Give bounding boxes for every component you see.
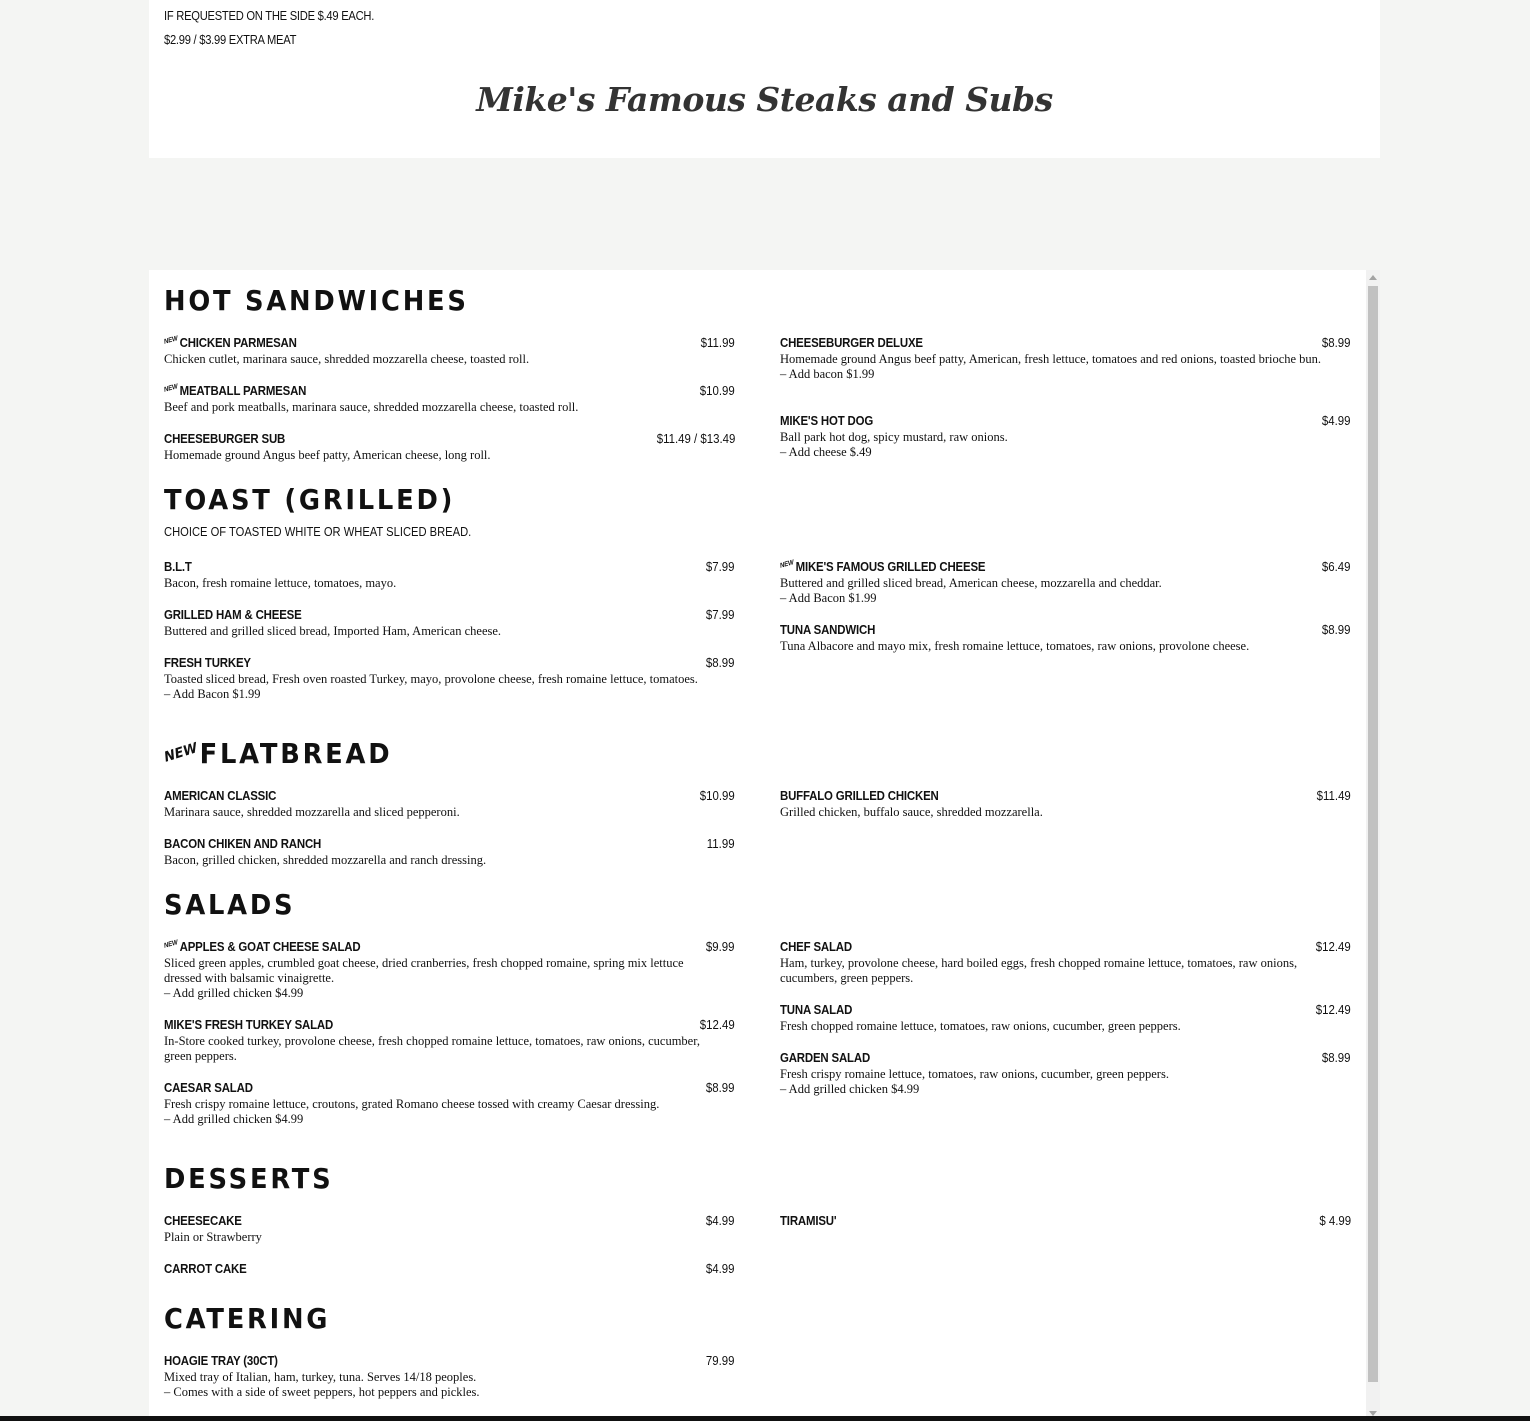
item-addon: – Add cheese $.49 xyxy=(780,445,872,459)
section-title-salads: SALADS xyxy=(164,888,296,921)
item-description: Sliced green apples, crumbled goat cheese, dried cranberries, fresh chopped romaine, spring mix lettuce dressed with balsamic vinaigrette. xyxy=(164,956,684,985)
item-addon: – Add grilled chicken $4.99 xyxy=(780,1082,920,1096)
item-price: $11.49 xyxy=(1316,788,1351,803)
menu-item-tiramisu xyxy=(780,1213,1351,1230)
item-description: Homemade ground Angus beef patty, American, fresh lettuce, tomatoes and red onions, toasted brioche bun. xyxy=(780,352,1322,366)
item-price: $4.99 xyxy=(706,1261,735,1276)
item-addon: – Add Bacon $1.99 xyxy=(164,687,261,701)
item-price: $8.99 xyxy=(1322,335,1351,350)
item-description: Homemade ground Angus beef patty, American cheese, long roll. xyxy=(164,448,491,462)
item-name: CHEESEBURGER SUB xyxy=(164,431,286,446)
item-description: Toasted sliced bread, Fresh oven roasted Turkey, mayo, provolone cheese, fresh romaine lettuce, tomatoes. xyxy=(164,672,698,686)
new-badge-icon: NEW xyxy=(779,559,795,570)
item-price: $12.49 xyxy=(1316,939,1351,954)
item-price: $7.99 xyxy=(706,607,735,622)
item-description: Buttered and grilled sliced bread, Imported Ham, American cheese. xyxy=(164,624,502,638)
scroll-thumb[interactable] xyxy=(1368,286,1378,1382)
new-badge-icon: NEW xyxy=(162,740,200,766)
side-note: IF REQUESTED ON THE SIDE $.49 EACH. xyxy=(164,8,375,23)
item-name: BACON CHIKEN AND RANCH xyxy=(164,836,322,851)
item-price: $8.99 xyxy=(706,655,735,670)
item-addon: – Add grilled chicken $4.99 xyxy=(164,986,304,1000)
menu-item-mikes-hot-dog xyxy=(780,413,1351,460)
item-name: MIKE'S FRESH TURKEY SALAD xyxy=(164,1017,334,1032)
new-badge-icon: NEW xyxy=(163,383,179,394)
item-name: CHEESEBURGER DELUXE xyxy=(780,335,923,350)
item-description: Tuna Albacore and mayo mix, fresh romaine lettuce, tomatoes, raw onions, provolone cheese. xyxy=(780,639,1250,653)
menu-item-cheesecake xyxy=(164,1213,735,1245)
section-title-hot-sandwiches: HOT SANDWICHES xyxy=(164,284,469,317)
item-name: TIRAMISU' xyxy=(780,1213,837,1228)
item-price: $8.99 xyxy=(1322,622,1351,637)
item-price: $ 4.99 xyxy=(1319,1213,1351,1228)
item-description: Marinara sauce, shredded mozzarella and sliced pepperoni. xyxy=(164,805,460,819)
item-name: NEWMIKE'S FAMOUS GRILLED CHEESE xyxy=(779,559,986,574)
item-name: CHEF SALAD xyxy=(780,939,852,954)
item-description: Bacon, fresh romaine lettuce, tomatoes, mayo. xyxy=(164,576,397,590)
new-badge-icon: NEW xyxy=(163,335,179,346)
item-price: $12.49 xyxy=(1316,1002,1351,1017)
menu-item-tuna-salad xyxy=(780,1002,1351,1034)
menu-item-chef-salad xyxy=(780,939,1351,986)
item-name: MIKE'S HOT DOG xyxy=(780,413,874,428)
menu-item-american-classic xyxy=(164,788,735,820)
item-name: GARDEN SALAD xyxy=(780,1050,871,1065)
item-name: NEWMEATBALL PARMESAN xyxy=(163,383,307,398)
item-description: Beef and pork meatballs, marinara sauce, shredded mozzarella cheese, toasted roll. xyxy=(164,400,579,414)
item-price: 79.99 xyxy=(706,1353,735,1368)
item-name: B.L.T xyxy=(164,559,192,574)
item-price: $11.99 xyxy=(700,335,735,350)
menu-item-meatball-parmesan xyxy=(164,383,735,415)
menu-item-bacon-chiken-ranch xyxy=(164,836,735,868)
item-description: Mixed tray of Italian, ham, turkey, tuna. Serves 14/18 peoples. xyxy=(164,1370,477,1384)
item-description: Ham, turkey, provolone cheese, hard boiled eggs, fresh chopped romaine lettuce, tomatoes, raw onions, cucumbers, green peppers. xyxy=(780,956,1298,985)
item-name: TUNA SANDWICH xyxy=(780,622,876,637)
item-name: CHEESECAKE xyxy=(164,1213,242,1228)
item-name: AMERICAN CLASSIC xyxy=(164,788,277,803)
item-description: Fresh chopped romaine lettuce, tomatoes, raw onions, cucumber, green peppers. xyxy=(780,1019,1181,1033)
item-name: NEWAPPLES & GOAT CHEESE SALAD xyxy=(163,939,361,954)
item-description: Bacon, grilled chicken, shredded mozzarella and ranch dressing. xyxy=(164,853,487,867)
menu-scrollbar[interactable] xyxy=(1366,270,1380,1421)
brand-title: Mike's Famous Steaks and Subs xyxy=(476,80,1053,119)
item-name: FRESH TURKEY xyxy=(164,655,251,670)
menu-card xyxy=(149,270,1366,1421)
item-price: $8.99 xyxy=(1322,1050,1351,1065)
item-description: Fresh crispy romaine lettuce, tomatoes, raw onions, cucumber, green peppers. xyxy=(780,1067,1169,1081)
item-name: NEWCHICKEN PARMESAN xyxy=(163,335,297,350)
item-name: CAESAR SALAD xyxy=(164,1080,253,1095)
item-addon: – Comes with a side of sweet peppers, hot peppers and pickles. xyxy=(164,1385,480,1399)
menu-item-caesar-salad xyxy=(164,1080,735,1127)
menu-item-blt xyxy=(164,559,735,591)
item-description: In-Store cooked turkey, provolone cheese, fresh chopped romaine lettuce, tomatoes, raw onions, cucumber, green peppers. xyxy=(164,1034,701,1063)
section-title-catering: CATERING xyxy=(164,1302,331,1335)
section-subtitle-toast: CHOICE OF TOASTED WHITE OR WHEAT SLICED BREAD. xyxy=(164,524,472,539)
menu-item-buffalo-grilled-chicken xyxy=(780,788,1351,820)
top-card xyxy=(149,0,1380,158)
menu-item-cheeseburger-sub xyxy=(164,431,735,463)
menu-item-apples-goat-cheese-salad xyxy=(164,939,735,1001)
menu-item-grilled-ham-cheese xyxy=(164,607,735,639)
section-title-flatbread: NEWFLATBREAD xyxy=(162,737,393,770)
item-name: HOAGIE TRAY (30CT) xyxy=(164,1353,278,1368)
item-description: Chicken cutlet, marinara sauce, shredded mozzarella cheese, toasted roll. xyxy=(164,352,530,366)
item-addon: – Add bacon $1.99 xyxy=(780,367,875,381)
item-name: CARROT CAKE xyxy=(164,1261,247,1276)
item-price: $11.49 / $13.49 xyxy=(656,431,735,446)
menu-item-fresh-turkey xyxy=(164,655,735,702)
item-price: $7.99 xyxy=(706,559,735,574)
item-addon: – Add Bacon $1.99 xyxy=(780,591,877,605)
item-name: TUNA SALAD xyxy=(780,1002,853,1017)
menu-item-garden-salad xyxy=(780,1050,1351,1097)
menu-item-chicken-parmesan xyxy=(164,335,735,367)
item-name: BUFFALO GRILLED CHICKEN xyxy=(780,788,939,803)
item-description: Ball park hot dog, spicy mustard, raw onions. xyxy=(780,430,1008,444)
item-description: Grilled chicken, buffalo sauce, shredded mozzarella. xyxy=(780,805,1043,819)
item-price: $8.99 xyxy=(706,1080,735,1095)
scroll-up-arrow-icon[interactable] xyxy=(1369,275,1377,280)
item-description: Plain or Strawberry xyxy=(164,1230,262,1244)
menu-item-cheeseburger-deluxe xyxy=(780,335,1351,382)
item-price: $6.49 xyxy=(1322,559,1351,574)
item-price: $10.99 xyxy=(700,383,735,398)
item-price: $10.99 xyxy=(700,788,735,803)
item-price: $4.99 xyxy=(706,1213,735,1228)
item-description: Buttered and grilled sliced bread, American cheese, mozzarella and cheddar. xyxy=(780,576,1162,590)
menu-item-carrot-cake xyxy=(164,1261,735,1278)
bottom-edge-bar xyxy=(0,1416,1530,1421)
item-description: Fresh crispy romaine lettuce, croutons, grated Romano cheese tossed with creamy Caesar dressing. xyxy=(164,1097,660,1111)
item-price: $12.49 xyxy=(700,1017,735,1032)
section-title-desserts: DESSERTS xyxy=(164,1162,334,1195)
menu-item-hoagie-tray xyxy=(164,1353,735,1400)
menu-item-mikes-fresh-turkey-salad xyxy=(164,1017,735,1064)
extra-meat-note: $2.99 / $3.99 EXTRA MEAT xyxy=(164,32,297,47)
menu-item-tuna-sandwich xyxy=(780,622,1351,654)
item-price: $9.99 xyxy=(706,939,735,954)
menu-item-mikes-famous-grilled-cheese xyxy=(780,559,1351,606)
section-title-toast: TOAST (GRILLED) xyxy=(164,483,456,516)
item-price: 11.99 xyxy=(707,836,735,851)
item-addon: – Add grilled chicken $4.99 xyxy=(164,1112,304,1126)
item-price: $4.99 xyxy=(1322,413,1351,428)
new-badge-icon: NEW xyxy=(163,939,179,950)
item-name: GRILLED HAM & CHEESE xyxy=(164,607,302,622)
